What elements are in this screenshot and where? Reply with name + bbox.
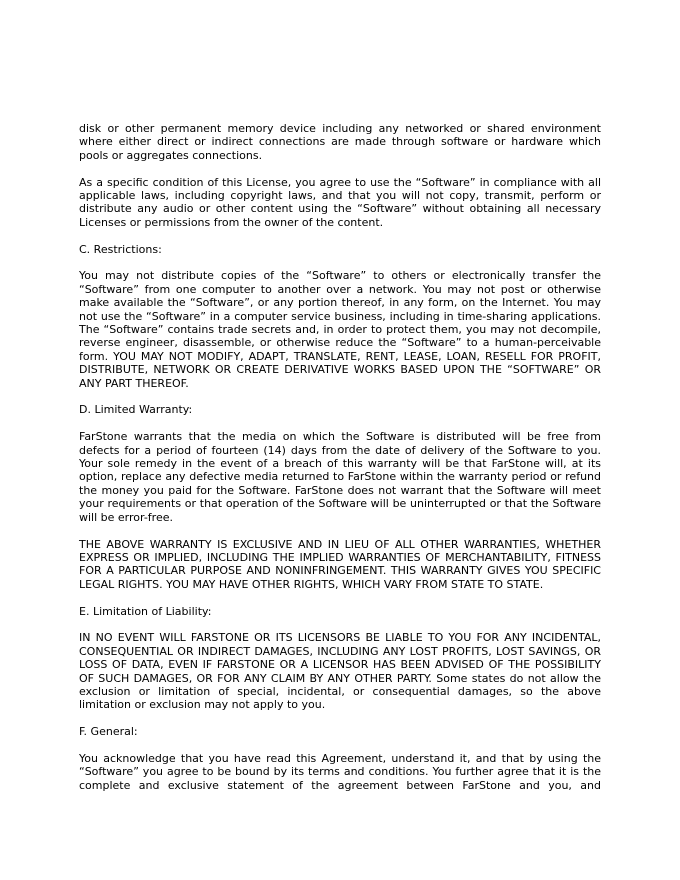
section-heading-limitation-of-liability: E. Limitation of Liability:: [79, 604, 212, 618]
paragraph-specific-condition: As a specific condition of this License, you agree to use the “Software” in compliance with all applicable laws, including copyright laws, and that you will not copy, transmit, perform or distribute any audio or other content using the “Software” without obtaining all necessary Licenses or permissions from the owner of the content.: [79, 175, 601, 229]
paragraph-restrictions: You may not distribute copies of the “Software” to others or electronically transfer the “Software” from one computer to another over a network. You may not post or otherwise make available the “Software”, or any portion thereof, in any form, on the Internet. You may not use the “Software” in a computer service business, including in time-sharing applications. The “Software” contains trade secrets and, in order to protect them, you may not decompile, reverse engineer, disassemble, or otherwise reduce the “Software” to a human-perceivable form. YOU MAY NOT MODIFY, ADAPT, TRANSLATE, RENT, LEASE, LOAN, RESELL FOR PROFIT, DISTRIBUTE, NETWORK OR CREATE DERIVATIVE WORKS BASED UPON THE “SOFTWARE” OR ANY PART THEREOF.: [79, 269, 601, 390]
section-heading-limited-warranty: D. Limited Warranty:: [79, 403, 193, 417]
license-document-page: [79, 122, 601, 806]
paragraph-limited-warranty: FarStone warrants that the media on which the Software is distributed will be free from defects for a period of fourteen (14) days from the date of delivery of the Software to you. Your sole remedy in the event of a breach of this warranty will be that FarStone will, at its option, replace any defective media returned to FarStone within the warranty period or refund the money you paid for the Software. FarStone does not warrant that the Software will meet your requirements or that operation of the Software will be uninterrupted or that the Software will be error-free.: [79, 430, 601, 524]
paragraph-memory-device: disk or other permanent memory device including any networked or shared environment where either direct or indirect connections are made through software or hardware which pools or aggregates connections.: [79, 122, 601, 162]
paragraph-warranty-disclaimer: THE ABOVE WARRANTY IS EXCLUSIVE AND IN LIEU OF ALL OTHER WARRANTIES, WHETHER EXPRESS OR IMPLIED, INCLUDING THE IMPLIED WARRANTIES OF MERCHANTABILITY, FITNESS FOR A PARTICULAR PURPOSE AND NONINFRINGEMENT. THIS WARRANTY GIVES YOU SPECIFIC LEGAL RIGHTS. YOU MAY HAVE OTHER RIGHTS, WHICH VARY FROM STATE TO STATE.: [79, 537, 601, 591]
section-heading-general: F. General:: [79, 725, 138, 739]
paragraph-general: You acknowledge that you have read this Agreement, understand it, and that by using the “Software” you agree to be bound by its terms and conditions. You further agree that it is the complete and exclusive statement of the agreement between FarStone and you, and: [79, 751, 601, 792]
section-heading-restrictions: C. Restrictions:: [79, 242, 162, 256]
paragraph-limitation-of-liability: IN NO EVENT WILL FARSTONE OR ITS LICENSORS BE LIABLE TO YOU FOR ANY INCIDENTAL, CONSEQUENTIAL OR INDIRECT DAMAGES, INCLUDING ANY LOST PROFITS, LOST SAVINGS, OR LOSS OF DATA, EVEN IF FARSTONE OR A LICENSOR HAS BEEN ADVISED OF THE POSSIBILITY OF SUCH DAMAGES, OR FOR ANY CLAIM BY ANY OTHER PARTY. Some states do not allow the exclusion or limitation of special, incidental, or consequential damages, so the above limitation or exclusion may not apply to you.: [79, 631, 601, 712]
